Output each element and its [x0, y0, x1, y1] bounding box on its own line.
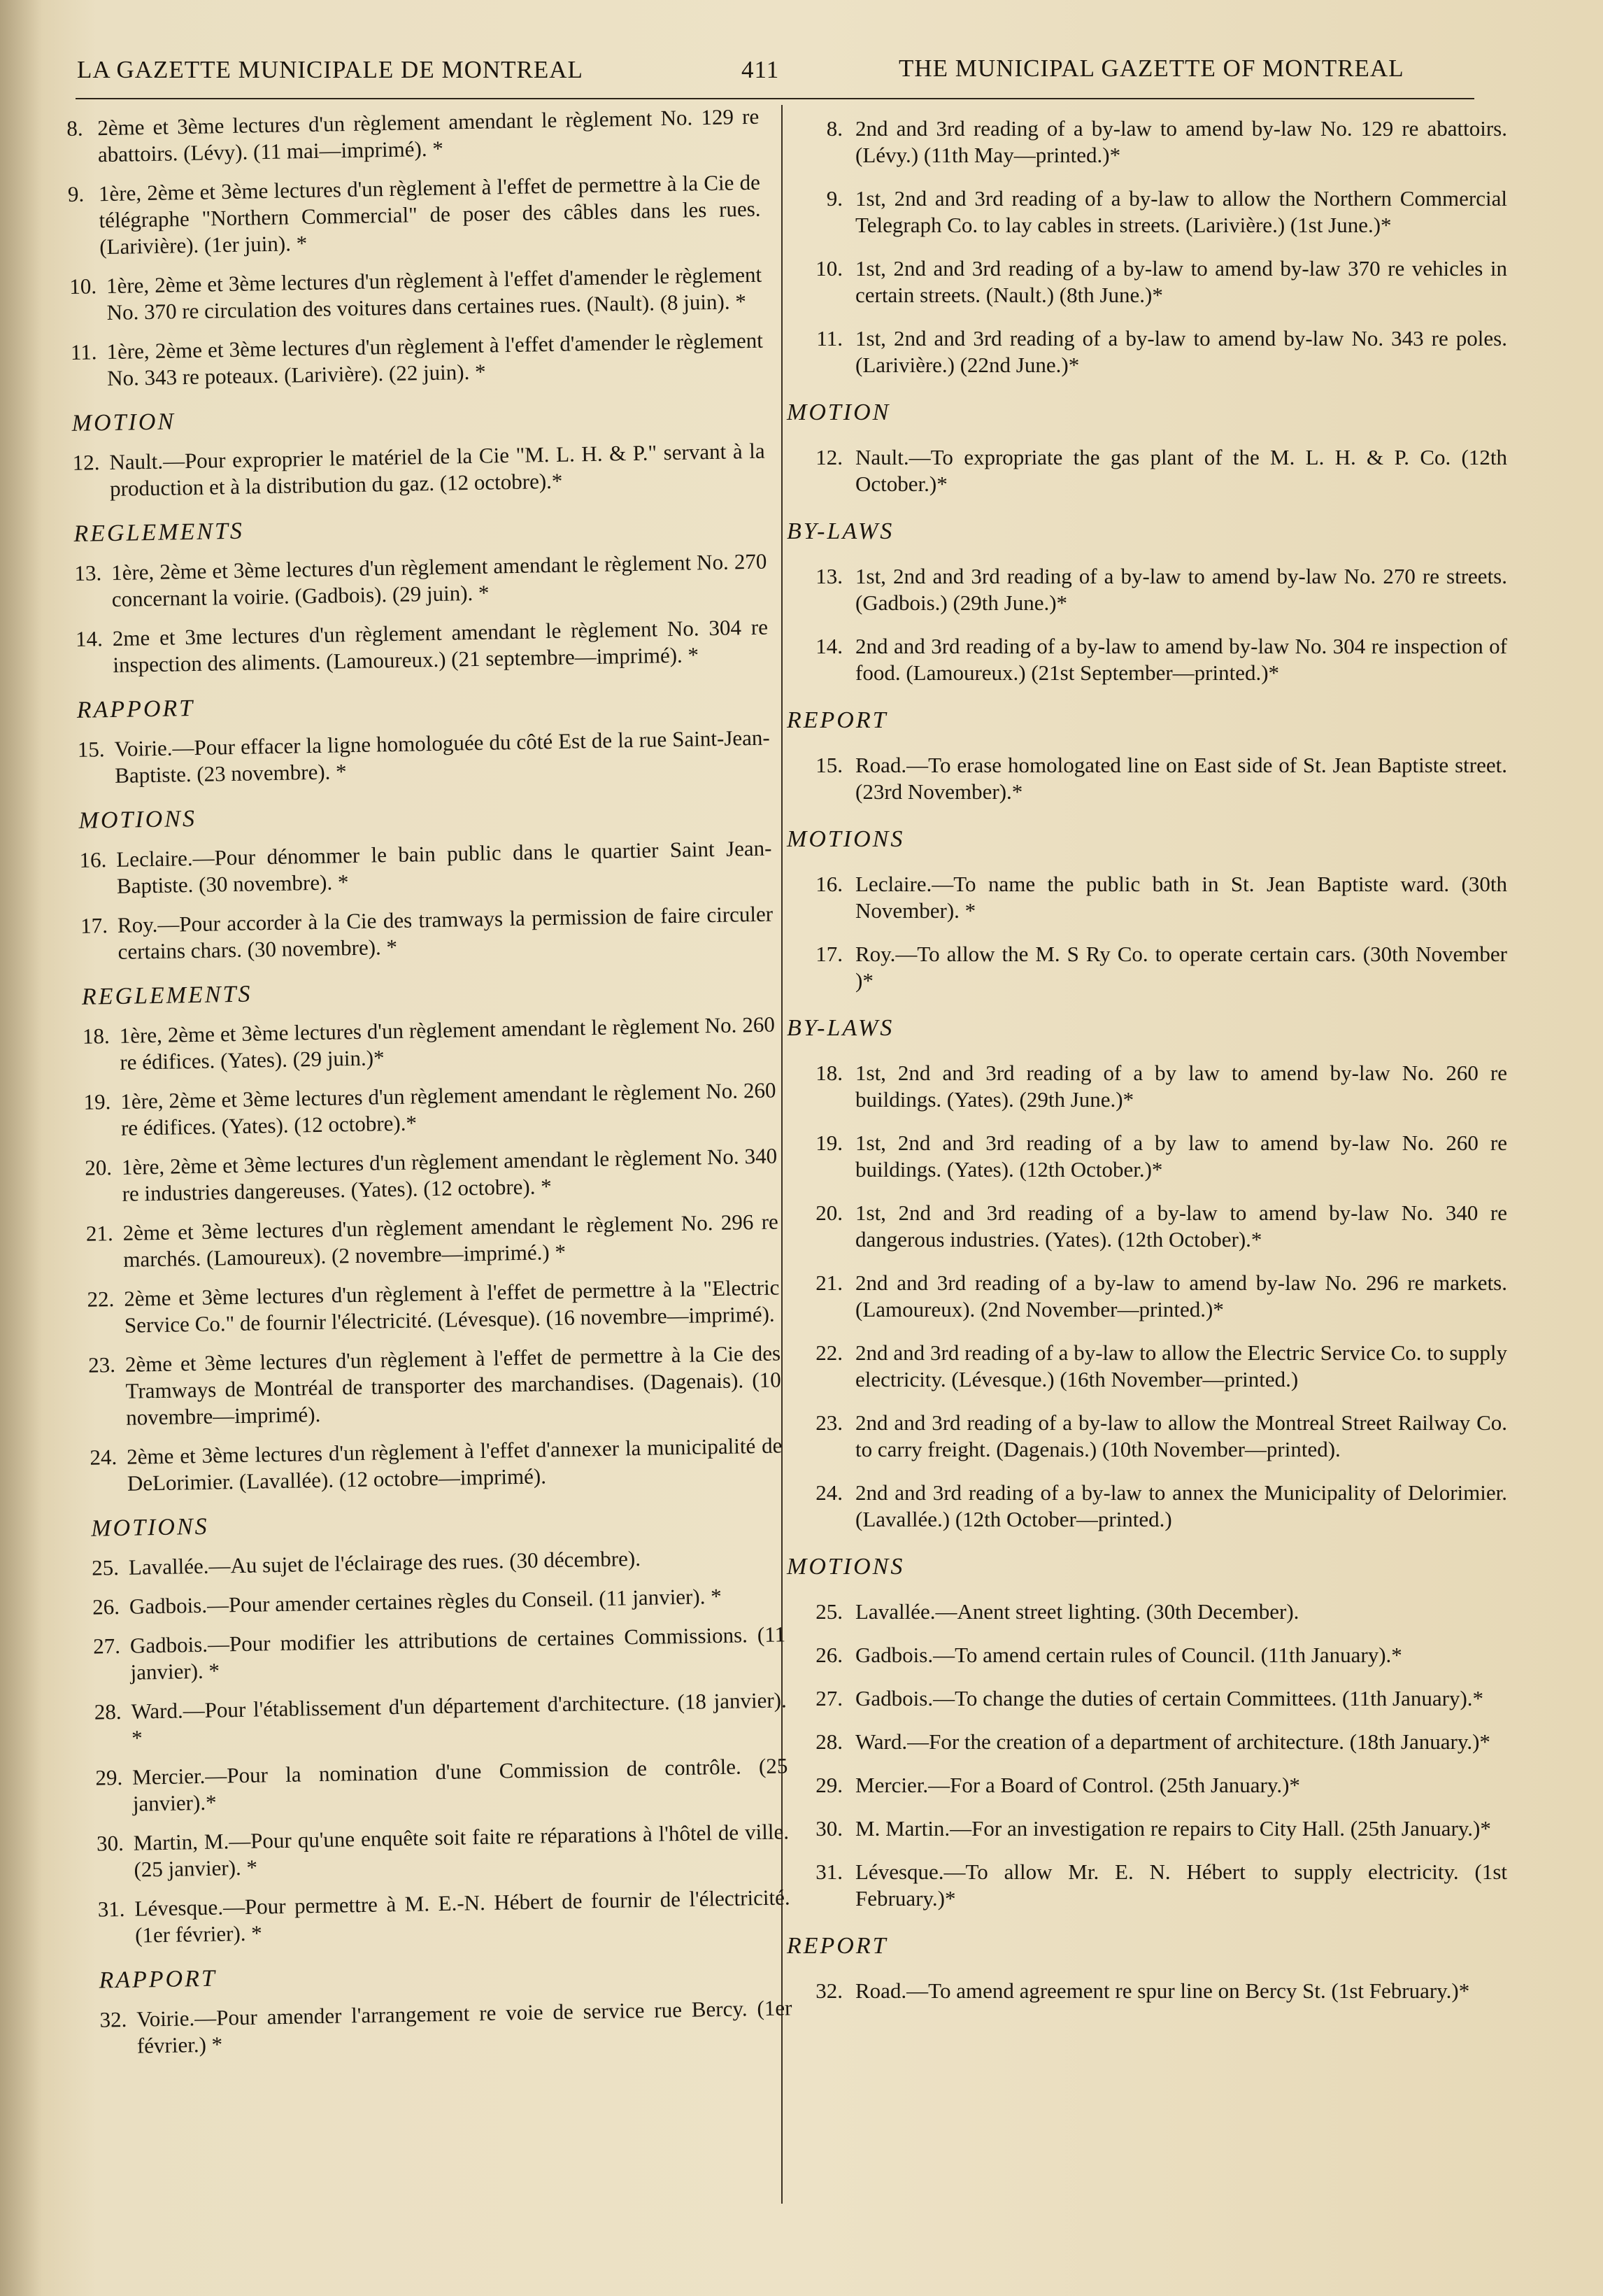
fr-item-text: Voirie.—Pour amender l'arrangement re voie de service rue Bercy. (1er février.) * — [136, 1995, 792, 2058]
fr-item-text: Lavallée.—Au sujet de l'éclairage des rues. (30 décembre). — [128, 1545, 641, 1580]
en-item-number: 15. — [815, 753, 843, 777]
fr-item-text: 2ème et 3ème lectures d'un règlement à l'effet de permettre à la "Electric Service Co." de fournir l'électricité. (Lévesque). (16 novembre—imprimé). — [123, 1275, 780, 1338]
en-agenda-item — [787, 1410, 1507, 1463]
fr-agenda-item — [95, 1752, 788, 1817]
fr-item-number: 8. — [66, 115, 83, 141]
fr-agenda-item — [93, 1621, 786, 1686]
fr-item-text: Gadbois.—Pour modifier les attributions de certaines Commissions. (11 janvier). * — [129, 1622, 786, 1685]
fr-item-text: 1ère, 2ème et 3ème lectures d'un règlement à l'effet d'amender le règlement No. 343 re poteaux. (Larivière). (22 juin). * — [106, 327, 764, 391]
en-agenda-item — [787, 1060, 1507, 1113]
en-agenda-item — [787, 871, 1507, 924]
en-agenda-item — [787, 1729, 1507, 1755]
fr-item-number: 19. — [83, 1089, 111, 1114]
en-item-text: 2nd and 3rd reading of a by-law to amend by-law No. 304 re inspection of food. (Lamoureux.) (21st September—printed.)* — [855, 634, 1507, 685]
fr-item-number: 24. — [90, 1445, 117, 1470]
en-agenda-item — [787, 325, 1507, 378]
fr-agenda-item — [71, 327, 764, 392]
fr-item-text: Leclaire.—Pour dénommer le bain public dans le quartier Saint Jean-Baptiste. (30 novembre). * — [116, 835, 772, 898]
en-section-heading: MOTIONS — [787, 1554, 905, 1580]
header-french-title: LA GAZETTE MUNICIPALE DE MONTREAL — [77, 56, 583, 83]
en-section-heading: MOTIONS — [787, 826, 905, 852]
fr-item-number: 12. — [72, 450, 100, 475]
fr-item-text: Gadbois.—Pour amender certaines règles du Conseil. (11 janvier). * — [129, 1583, 722, 1619]
binding-shadow — [0, 0, 42, 2296]
fr-item-number: 14. — [75, 626, 104, 651]
fr-item-text: Lévesque.—Pour permettre à M. E.-N. Hébert de fournir de l'électricité. (1er février). * — [134, 1885, 790, 1948]
fr-item-number: 9. — [67, 181, 85, 206]
en-item-number: 23. — [815, 1410, 843, 1435]
fr-item-text: Voirie.—Pour effacer la ligne homologuée du côté Est de la rue Saint-Jean-Baptiste. (23 novembre). * — [114, 725, 770, 788]
en-item-text: 2nd and 3rd reading of a by-law to amend by-law No. 129 re abattoirs. (Lévy.) (11th May—printed.)* — [855, 116, 1507, 167]
fr-agenda-item — [97, 1884, 790, 1949]
fr-item-number: 30. — [96, 1830, 124, 1856]
fr-item-text: 1ère, 2ème et 3ème lectures d'un règlement amendant le règlement No. 340 re industries dangereuses. (Yates). (12 octobre). * — [121, 1143, 778, 1206]
fr-item-number: 31. — [97, 1896, 125, 1922]
fr-agenda-item — [85, 1142, 778, 1207]
en-agenda-item — [787, 185, 1507, 239]
fr-agenda-item — [83, 1012, 776, 1077]
en-item-number: 16. — [815, 872, 843, 896]
en-agenda-item — [787, 444, 1507, 497]
en-agenda-item — [787, 563, 1507, 616]
fr-item-number: 15. — [77, 737, 105, 762]
en-agenda-item — [787, 115, 1507, 169]
en-section-heading: REPORT — [787, 707, 888, 733]
en-agenda-item — [787, 1599, 1507, 1625]
en-agenda-item — [787, 633, 1507, 686]
fr-item-text: 2ème et 3ème lectures d'un règlement à l'effet d'annexer la municipalité de DeLorimier. (Lavallée). (12 octobre—imprimé). — [126, 1433, 783, 1496]
en-item-text: Lavallée.—Anent street lighting. (30th December). — [855, 1599, 1299, 1624]
fr-item-text: Roy.—Pour accorder à la Cie des tramways la permission de faire circuler certains chars. (30 novembre). * — [117, 901, 774, 964]
fr-agenda-item — [90, 1432, 783, 1497]
en-item-number: 12. — [815, 445, 843, 469]
fr-item-text: 1ère, 2ème et 3ème lectures d'un règlement à l'effet d'amender le règlement No. 370 re circulation des voitures dans certaines rues. (Nault). (8 juin). * — [106, 262, 762, 325]
en-item-text: Gadbois.—To amend certain rules of Council. (11th January).* — [855, 1643, 1402, 1667]
fr-agenda-item — [68, 169, 762, 261]
fr-item-text: Mercier.—Pour la nomination d'une Commission de contrôle. (25 janvier).* — [131, 1753, 788, 1816]
fr-item-text: 2ème et 3ème lectures d'un règlement à l'effet de permettre à la Cie des Tramways de Montréal de transporter des marchandises. (Dagenais). (10 novembre—imprimé). — [124, 1340, 781, 1430]
fr-agenda-item — [69, 262, 762, 327]
fr-item-number: 18. — [82, 1023, 111, 1049]
en-agenda-item — [787, 1815, 1507, 1842]
fr-agenda-item — [76, 614, 769, 679]
fr-agenda-item — [80, 901, 774, 966]
en-item-text: Ward.—For the creation of a department of architecture. (18th January.)* — [855, 1729, 1490, 1754]
fr-section-heading: REGLEMENTS — [81, 981, 252, 1010]
fr-item-text: 2ème et 3ème lectures d'un règlement amendant le règlement No. 129 re abattoirs. (Lévy). (11 mai—imprimé). * — [97, 104, 760, 167]
en-item-text: 1st, 2nd and 3rd reading of a by-law to amend by-law No. 343 re poles. (Larivière.) (22nd June.)* — [855, 326, 1507, 377]
fr-item-number: 11. — [70, 339, 97, 364]
fr-item-text: 1ère, 2ème et 3ème lectures d'un règlement amendant le règlement No. 260 re édifices. (Yates). (12 octobre).* — [120, 1077, 776, 1140]
fr-agenda-item — [97, 1818, 790, 1883]
en-item-number: 29. — [815, 1773, 843, 1797]
en-item-number: 11. — [816, 326, 843, 350]
fr-item-text: 2me et 3me lectures d'un règlement amendant le règlement No. 304 re inspection des aliments. (Lamoureux.) (21 septembre—imprimé). * — [112, 614, 769, 677]
en-item-number: 31. — [815, 1859, 843, 1884]
fr-agenda-item — [66, 104, 760, 169]
en-agenda-item — [787, 1340, 1507, 1393]
page-number: 411 — [741, 56, 780, 83]
en-item-text: 2nd and 3rd reading of a by-law to allow the Electric Service Co. to supply electricity. (Lévesque.) (16th November—printed.) — [855, 1340, 1507, 1391]
fr-section-heading: RAPPORT — [76, 695, 195, 723]
fr-item-text: 2ème et 3ème lectures d'un règlement amendant le règlement No. 296 re marchés. (Lamoureux). (2 novembre—imprimé.) * — [122, 1209, 779, 1272]
en-agenda-item — [787, 1130, 1507, 1183]
en-agenda-item — [787, 1200, 1507, 1253]
fr-item-number: 32. — [99, 2006, 127, 2032]
english-column — [787, 115, 1507, 2021]
fr-agenda-item — [87, 1274, 780, 1339]
fr-item-number: 17. — [80, 913, 108, 938]
en-item-text: 2nd and 3rd reading of a by-law to annex the Municipality of Delorimier. (Lavallée.) (12th October—printed.) — [855, 1480, 1507, 1531]
en-item-text: 1st, 2nd and 3rd reading of a by-law to amend by-law No. 340 re dangerous industries. (Yates). (12th October).* — [855, 1200, 1507, 1252]
en-item-text: Nault.—To expropriate the gas plant of the M. L. H. & P. Co. (12th October.)* — [855, 445, 1507, 496]
en-item-text: Road.—To erase homologated line on East side of St. Jean Baptiste street. (23rd November).* — [855, 753, 1507, 804]
fr-item-text: Nault.—Pour exproprier le matériel de la Cie "M. L. H. & P." servant à la production et à la distribution du gaz. (12 octobre).* — [109, 438, 765, 501]
fr-item-number: 28. — [94, 1699, 122, 1724]
en-item-text: 2nd and 3rd reading of a by-law to allow the Montreal Street Railway Co. to carry freight. (Dagenais.) (10th November—printed). — [855, 1410, 1507, 1461]
fr-agenda-item — [77, 725, 770, 790]
en-section-heading: REPORT — [787, 1933, 888, 1959]
en-item-text: 1st, 2nd and 3rd reading of a by law to amend by-law No. 260 re buildings. (Yates). (12th October.)* — [855, 1131, 1507, 1182]
fr-agenda-item — [79, 835, 772, 900]
en-item-text: M. Martin.—For an investigation re repairs to City Hall. (25th January.)* — [855, 1816, 1491, 1841]
header-rule — [76, 98, 1474, 99]
en-item-number: 9. — [826, 186, 843, 211]
fr-item-text: Ward.—Pour l'établissement d'un département d'architecture. (18 janvier). * — [131, 1687, 787, 1750]
en-item-text: 2nd and 3rd reading of a by-law to amend by-law No. 296 re markets. (Lamoureux). (2nd November—printed.)* — [855, 1270, 1507, 1321]
fr-agenda-item — [86, 1208, 779, 1273]
fr-item-text: 1ère, 2ème et 3ème lectures d'un règlement à l'effet de permettre à la Cie de télégraphe "Northern Commercial" de poser des câbles dans les rues. (Larivière). (1er juin). * — [98, 169, 761, 260]
en-agenda-item — [787, 1685, 1507, 1712]
en-item-number: 20. — [815, 1200, 843, 1225]
fr-item-text: Martin, M.—Pour qu'une enquête soit faite re réparations à l'hôtel de ville. (25 janvier). * — [133, 1819, 790, 1882]
fr-item-number: 23. — [87, 1352, 116, 1377]
fr-agenda-item — [92, 1582, 785, 1620]
en-item-number: 14. — [815, 634, 843, 658]
fr-agenda-item — [74, 548, 767, 614]
fr-agenda-item — [99, 1994, 792, 2060]
fr-item-text: 1ère, 2ème et 3ème lectures d'un règlement amendant le règlement No. 270 concernant la voirie. (Gadbois). (29 juin). * — [111, 548, 767, 611]
en-agenda-item — [787, 1859, 1507, 1912]
en-item-number: 17. — [815, 942, 843, 966]
en-section-heading: MOTION — [787, 399, 891, 425]
fr-agenda-item — [88, 1340, 782, 1431]
en-section-heading: BY-LAWS — [787, 518, 895, 544]
en-item-number: 32. — [815, 1978, 843, 2003]
fr-item-number: 21. — [85, 1221, 113, 1246]
french-column — [66, 104, 793, 2073]
fr-item-number: 10. — [69, 274, 97, 299]
en-item-number: 10. — [815, 256, 843, 281]
fr-agenda-item — [92, 1543, 785, 1581]
en-item-text: 1st, 2nd and 3rd reading of a by-law to amend by-law No. 270 re streets. (Gadbois.) (29th June.)* — [855, 564, 1507, 615]
fr-agenda-item — [72, 438, 765, 503]
fr-item-number: 13. — [74, 560, 102, 586]
fr-section-heading: MOTION — [71, 409, 176, 437]
en-agenda-item — [787, 1480, 1507, 1533]
fr-item-number: 20. — [84, 1155, 113, 1180]
en-item-number: 13. — [815, 564, 843, 588]
en-item-text: Leclaire.—To name the public bath in St. Jean Baptiste ward. (30th November). * — [855, 872, 1507, 923]
fr-agenda-item — [83, 1077, 776, 1142]
fr-item-number: 29. — [95, 1764, 123, 1790]
fr-item-number: 25. — [91, 1555, 120, 1580]
en-agenda-item — [787, 752, 1507, 805]
en-item-text: 1st, 2nd and 3rd reading of a by-law to allow the Northern Commercial Telegraph Co. to lay cables in streets. (Larivière.) (1st June.)* — [855, 186, 1507, 237]
en-section-heading: BY-LAWS — [787, 1015, 895, 1041]
en-item-text: Mercier.—For a Board of Control. (25th January.)* — [855, 1773, 1300, 1797]
en-agenda-item — [787, 1642, 1507, 1668]
fr-section-heading: REGLEMENTS — [73, 518, 245, 547]
en-item-number: 8. — [826, 116, 843, 141]
en-item-number: 18. — [815, 1061, 843, 1085]
fr-agenda-item — [94, 1687, 788, 1752]
page-header — [70, 49, 1469, 98]
en-item-text: Lévesque.—To allow Mr. E. N. Hébert to supply electricity. (1st February.)* — [855, 1859, 1507, 1911]
en-item-number: 27. — [815, 1686, 843, 1710]
en-item-text: Road.—To amend agreement re spur line on Bercy St. (1st February.)* — [855, 1978, 1470, 2003]
en-item-number: 21. — [815, 1270, 843, 1295]
en-item-number: 25. — [815, 1599, 843, 1624]
en-agenda-item — [787, 255, 1507, 309]
en-item-text: 1st, 2nd and 3rd reading of a by law to amend by-law No. 260 re buildings. (Yates). (29th June.)* — [855, 1061, 1507, 1112]
fr-item-text: 1ère, 2ème et 3ème lectures d'un règlement amendant le règlement No. 260 re édifices. (Yates). (29 juin.)* — [119, 1012, 776, 1075]
fr-item-number: 27. — [92, 1633, 121, 1659]
en-agenda-item — [787, 941, 1507, 994]
en-item-text: 1st, 2nd and 3rd reading of a by-law to amend by-law 370 re vehicles in certain streets. (Nault.) (8th June.)* — [855, 256, 1507, 307]
fr-section-heading: MOTIONS — [90, 1513, 209, 1542]
en-item-number: 28. — [815, 1729, 843, 1754]
en-item-number: 19. — [815, 1131, 843, 1155]
fr-section-heading: RAPPORT — [99, 1965, 218, 1994]
en-agenda-item — [787, 1772, 1507, 1799]
en-item-number: 26. — [815, 1643, 843, 1667]
en-agenda-item — [787, 1978, 1507, 2004]
en-item-number: 22. — [815, 1340, 843, 1365]
fr-item-number: 22. — [87, 1287, 115, 1312]
en-item-number: 24. — [815, 1480, 843, 1505]
fr-item-number: 26. — [92, 1594, 120, 1620]
fr-item-number: 16. — [79, 847, 107, 872]
en-item-text: Roy.—To allow the M. S Ry Co. to operate certain cars. (30th November )* — [855, 942, 1507, 993]
en-item-number: 30. — [815, 1816, 843, 1841]
header-english-title: THE MUNICIPAL GAZETTE OF MONTREAL — [899, 55, 1404, 82]
fr-section-heading: MOTIONS — [78, 805, 197, 834]
en-agenda-item — [787, 1270, 1507, 1323]
en-item-text: Gadbois.—To change the duties of certain Committees. (11th January).* — [855, 1686, 1484, 1710]
